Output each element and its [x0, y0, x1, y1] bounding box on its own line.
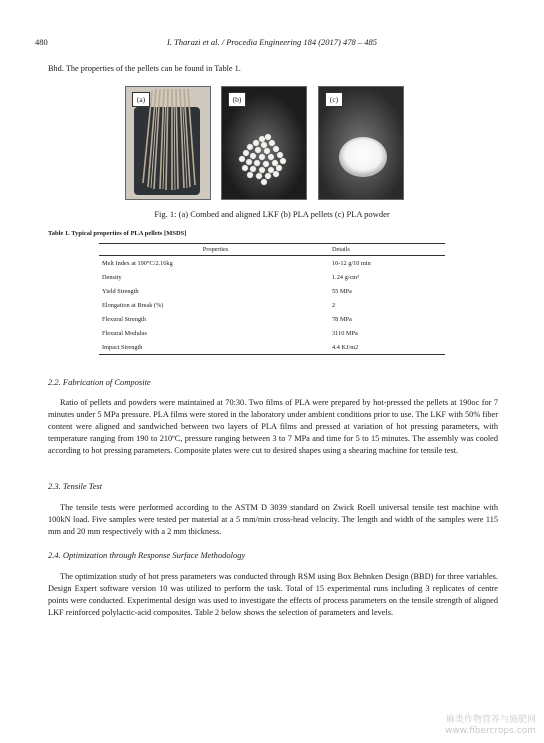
- intro-line: Bhd. The properties of the pellets can be found in Table 1.: [48, 64, 241, 73]
- table-cell: 78 MPa: [332, 315, 352, 323]
- table-header-row: [99, 244, 445, 256]
- running-head: I. Tharazi et al. / Procedia Engineering 184 (2017) 478 – 485: [166, 37, 378, 47]
- table-cell: Flexural Strength: [102, 315, 146, 323]
- figure-panel-a: [125, 86, 211, 200]
- section-2-2-body: Ratio of pellets and powders were maintained at 70:30. Two films of PLA were prepared by hot-pressed the pellets at 190oc for 7 minutes under 5 MPa pressure. PLA films were stored in the laboratory under ambient conditions prior to use. The LKF with 50% fiber content were aligned and sandwiched between two layers of PLA films and pressed at variation of hot pressing parameters, with temperature ranging from 190 to 210ºC, pressure ranging between 3 to 7 MPa and time for 5 to 15 minutes. The assembly was cooled according to hot pressing parameters. Composite plates were cut to desired shapes using a shearing machine for tensile test.: [48, 398, 498, 455]
- table-row: [99, 340, 445, 355]
- table-cell: 2: [332, 301, 336, 309]
- section-2-4-title: 2.4. Optimization through Response Surface Methodology: [48, 550, 246, 560]
- table-cell: 4.4 KJ/m2: [332, 340, 445, 355]
- section-2-4-body: The optimization study of hot press parameters was conducted through RSM using Box Behnken Design (BBD) for three variables. Design Expert software version 10 was utilized to perform the task. Total of 15 experimental runs including 3 replicates of centre points were conducted. Experimental design was used to investigate the effects of process parameters on the tensile strength of aligned LKF reinforced polylactic-acid composites. Table 2 below shows the selection of parameters and levels.: [48, 572, 498, 617]
- table-cell: Density: [102, 273, 122, 281]
- table-cell: Yield Strength: [102, 287, 139, 295]
- table-caption: Table 1. Typical properties of PLA pellets [MSDS]: [48, 230, 187, 237]
- watermark: [445, 715, 536, 737]
- section-2-3-body: The tensile tests were performed according to the ASTM D 3039 standard on Zwick Roell universal tensile test machine with 100kN load. Five samples were tested per material at a 5 mm/min cross-head velocity. The length and width of the samples were 115 mm and 20 mm respectively with a 2 mm thickness.: [48, 503, 498, 536]
- table-cell: 10-12 g/10 min: [332, 259, 371, 267]
- section-2-2-title: 2.2. Fabrication of Composite: [48, 377, 151, 387]
- panel-label-b: (b): [228, 92, 246, 107]
- table-row: [99, 256, 445, 271]
- table-row: [99, 326, 445, 340]
- panel-label-a: (a): [132, 92, 150, 107]
- table-cell: Melt Index at 190°C/2.16kg: [102, 259, 173, 267]
- table-row: [99, 312, 445, 326]
- table-cell: Impact Strength: [99, 340, 332, 355]
- table-row: [99, 298, 445, 312]
- table-row: [99, 284, 445, 298]
- section-2-3-title: 2.3. Tensile Test: [48, 481, 103, 491]
- figure-panel-b: [221, 86, 307, 200]
- figure-panel-c: [318, 86, 404, 200]
- table-cell: 3110 MPa: [332, 329, 358, 337]
- table-header-properties: Properties: [99, 244, 332, 256]
- table-row: [99, 270, 445, 284]
- figure-caption: Fig. 1: (a) Combed and aligned LKF (b) PLA pellets (c) PLA powder: [154, 209, 390, 219]
- table-cell: Elongation at Break (%): [102, 301, 164, 309]
- page-number: 480: [35, 37, 48, 47]
- watermark-line-1: 麻类作物营养与施肥网: [445, 715, 536, 725]
- table-cell: Flexural Modulus: [102, 329, 147, 337]
- table-header-details: Details: [332, 244, 445, 256]
- watermark-line-2: www.fibercrops.com: [445, 726, 536, 736]
- table-cell: 1.24 g/cm³: [332, 273, 360, 281]
- properties-table: [99, 243, 445, 355]
- table-cell: 55 MPa: [332, 287, 352, 295]
- panel-label-c: (c): [325, 92, 343, 107]
